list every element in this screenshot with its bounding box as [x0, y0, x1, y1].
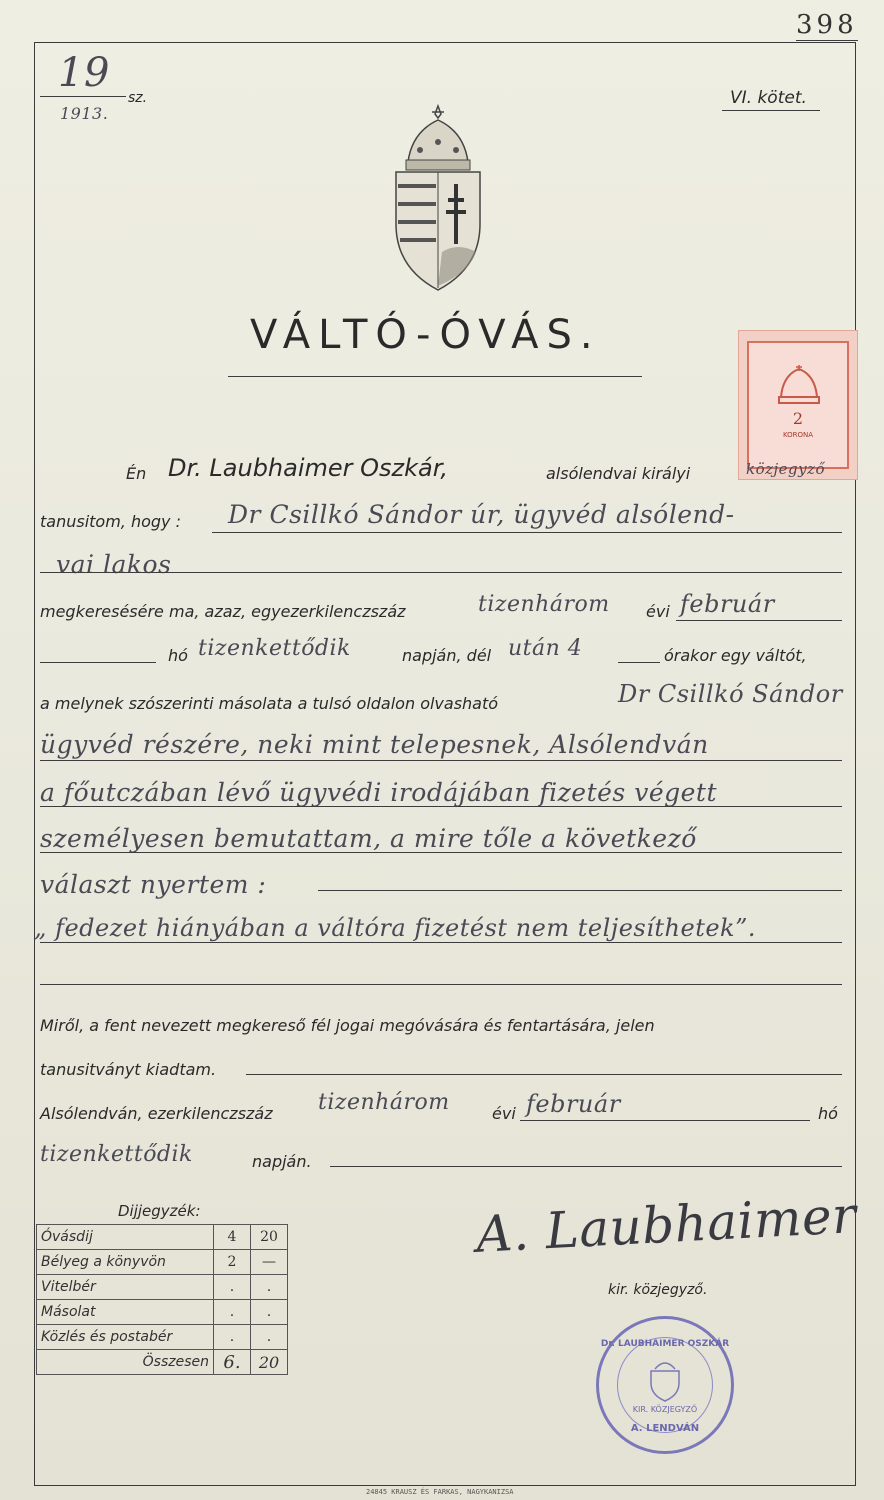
signature: A. Laubhaimer — [474, 1186, 858, 1264]
year2-hw: tizenhárom — [318, 1090, 450, 1115]
table-row — [37, 1325, 288, 1350]
line-11 — [40, 942, 842, 943]
line-8 — [40, 806, 842, 807]
fee-label: Vitelbér — [37, 1275, 214, 1300]
hw-line-10: választ nyertem : — [40, 870, 267, 899]
fee-table — [36, 1224, 288, 1375]
line-2 — [212, 532, 842, 533]
fee-amount: . — [214, 1300, 251, 1325]
table-row — [37, 1225, 288, 1250]
line-5a — [40, 662, 156, 663]
year-hw: tizenhárom — [478, 592, 610, 617]
fee-label: Óvásdij — [37, 1225, 214, 1250]
signature-title: kir. közjegyző. — [608, 1282, 708, 1298]
fee-amount: . — [214, 1275, 251, 1300]
text-megkeresesere: megkeresésére ma, azaz, egyezerkilenczszáz — [40, 602, 406, 621]
line-13 — [246, 1074, 842, 1075]
text-ho2: hó — [818, 1104, 838, 1123]
fee-fraction: — — [251, 1250, 288, 1275]
line-10 — [318, 890, 842, 891]
line-14 — [520, 1120, 810, 1121]
hw-line-11: „ fedezet hiányában a váltóra fizetést nem teljesíthetek”. — [34, 914, 756, 942]
stamp-unit: KORONA — [782, 431, 814, 439]
line-15 — [330, 1166, 842, 1167]
fee-label: Bélyeg a könyvön — [37, 1250, 214, 1275]
text-tanusitvanyt: tanusitványt kiadtam. — [40, 1060, 217, 1079]
page-number-underline — [796, 40, 858, 41]
volume-label: VI. kötet. — [730, 88, 807, 108]
time-hw: után 4 — [508, 636, 583, 661]
text-evi: évi — [646, 602, 670, 621]
notary-title-hw: közjegyző — [746, 460, 826, 478]
fee-label: Másolat — [37, 1300, 214, 1325]
text-alsolendvan: Alsólendván, ezerkilenczszáz — [40, 1104, 273, 1123]
text-napjan-del: napján, dél — [402, 646, 492, 665]
seal-crest-icon — [647, 1357, 683, 1403]
table-row — [37, 1275, 288, 1300]
line-4 — [676, 620, 842, 621]
line-7 — [40, 760, 842, 761]
table-row — [37, 1250, 288, 1275]
fee-fraction: . — [251, 1275, 288, 1300]
hw-line-8: a főutczában lévő ügyvédi irodájában fizetés végett — [40, 778, 718, 807]
document-number: 19 — [58, 50, 110, 96]
text-napjan2: napján. — [252, 1152, 312, 1171]
hw-line-7: ügyvéd részére, neki mint telepesnek, Alsólendván — [40, 730, 709, 759]
day-hw: tizenkettődik — [198, 636, 351, 661]
page-title: VÁLTÓ-ÓVÁS. — [250, 312, 601, 358]
text-en: Én — [126, 464, 147, 483]
text-orakor: órakor egy váltót, — [664, 646, 807, 665]
table-row — [37, 1300, 288, 1325]
requester-hw: Dr Csillkó Sándor úr, ügyvéd alsólend- — [228, 500, 735, 529]
residence-hw: vai lakos — [56, 550, 172, 579]
fee-amount: . — [214, 1325, 251, 1350]
fee-amount: 4 — [214, 1225, 251, 1250]
line-12 — [40, 984, 842, 985]
fee-fraction: . — [251, 1300, 288, 1325]
number-underline — [40, 96, 126, 97]
fee-amount: 2 — [214, 1250, 251, 1275]
fee-fraction: . — [251, 1325, 288, 1350]
title-underline — [228, 376, 642, 377]
volume-underline — [722, 110, 820, 111]
crown-icon — [775, 363, 823, 407]
page-number: 398 — [796, 10, 858, 40]
notary-seal — [596, 1316, 734, 1454]
text-miról: Miről, a fent nevezett megkereső fél jogai megóvására és fentartására, jelen — [40, 1016, 655, 1035]
fee-total-fraction: 20 — [251, 1350, 288, 1375]
day2-hw: tizenkettődik — [40, 1142, 193, 1167]
seal-mid-text: KIR. KÖZJEGYZŐ — [632, 1405, 698, 1414]
fee-table-title: Dijjegyzék: — [118, 1202, 201, 1220]
month-hw: február — [680, 590, 775, 618]
text-tanusitom: tanusitom, hogy : — [40, 512, 181, 531]
month2-hw: február — [526, 1090, 621, 1118]
fee-total-label: Összesen — [37, 1350, 214, 1375]
hw-line-9: személyesen bemutattam, a mire tőle a következő — [40, 824, 697, 853]
fee-fraction: 20 — [251, 1225, 288, 1250]
line-5b — [618, 662, 660, 663]
printer-footer: 24845 KRAUSZ ÉS FARKAS, NAGYKANIZSA — [366, 1488, 514, 1496]
text-masolata: a melynek szószerinti másolata a tulsó oldalon olvasható — [40, 694, 499, 713]
text-evi2: évi — [492, 1104, 516, 1123]
stamp-value: 2 — [792, 409, 804, 428]
table-row-total — [37, 1350, 288, 1375]
text-place: alsólendvai királyi — [546, 464, 691, 483]
sz-label: sz. — [128, 90, 148, 106]
notary-name: Dr. Laubhaimer Oszkár, — [168, 454, 449, 482]
text-ho: hó — [168, 646, 188, 665]
coat-of-arms-icon — [386, 102, 490, 296]
fee-label: Közlés és postabér — [37, 1325, 214, 1350]
seal-bottom-text: A. LENDVÁN — [630, 1423, 700, 1434]
seal-ring-text: Dr. LAUBHAIMER OSZKÁR — [600, 1339, 730, 1349]
year: 1913. — [60, 104, 109, 123]
line-9 — [40, 852, 842, 853]
line-3 — [40, 572, 842, 573]
revenue-stamp — [738, 330, 858, 480]
fee-total-amount: 6. — [214, 1350, 251, 1375]
payee-hw: Dr Csillkó Sándor — [618, 680, 843, 708]
